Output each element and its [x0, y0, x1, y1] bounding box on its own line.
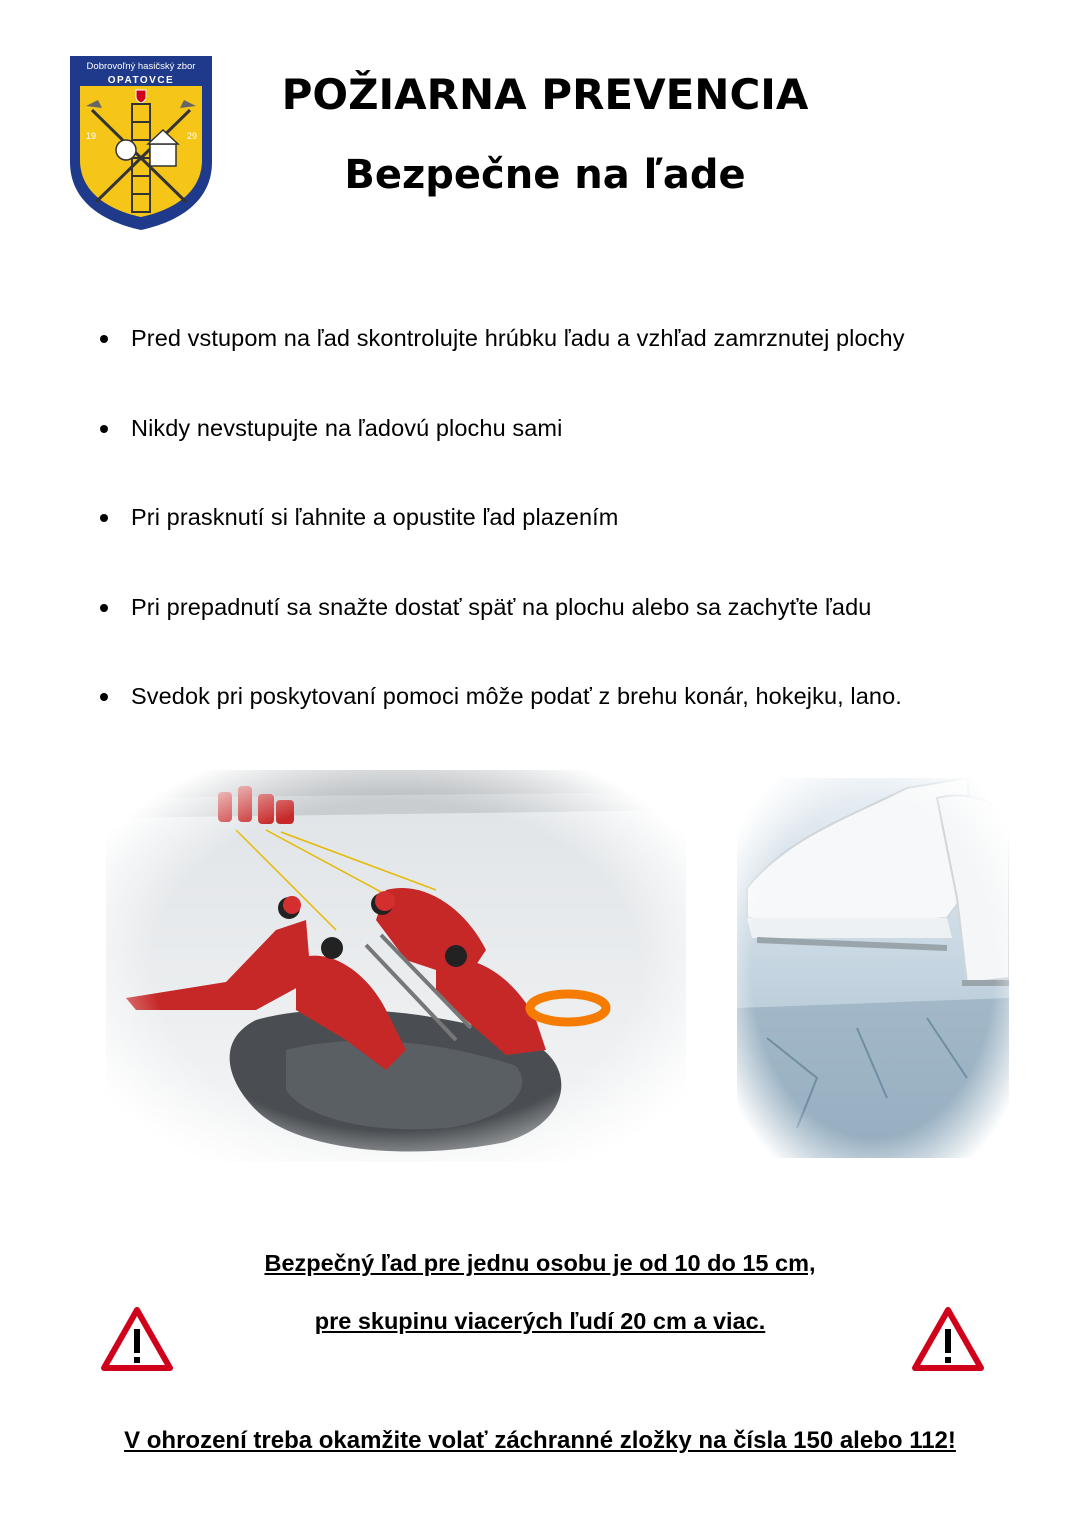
emergency-numbers: V ohrození treba okamžite volať záchranné zložky na čísla 150 alebo 112! [124, 1427, 956, 1454]
ice-thickness-single: Bezpečný ľad pre jednu osobu je od 10 do 15 cm, [264, 1250, 816, 1276]
warning-triangle-icon [912, 1307, 984, 1371]
list-item: Svedok pri poskytovaní pomoci môže podať z brehu konár, hokejku, lano. [100, 676, 1000, 766]
logo-year-left: 19 [86, 131, 97, 141]
list-item: Pri prepadnutí sa snažte dostať späť na plochu alebo sa zachyťte ľadu [100, 587, 1000, 677]
logo-town: OPATOVCE [107, 75, 175, 86]
ice-rescue-photo [106, 770, 686, 1162]
logo-org-line: Dobrovoľný hasičský zbor [86, 61, 196, 72]
warning-triangle-icon [101, 1307, 173, 1371]
ice-skates-photo [737, 778, 1009, 1158]
list-item: Nikdy nevstupujte na ľadovú plochu sami [100, 408, 1000, 498]
ice-thickness-group: pre skupinu viacerých ľudí 20 cm a viac. [314, 1308, 766, 1334]
logo-year-right: 29 [187, 131, 198, 141]
list-item: Pri prasknutí si ľahnite a opustite ľad plazením [100, 497, 1000, 587]
safety-tips-list [100, 318, 1000, 766]
fire-brigade-logo [66, 52, 216, 232]
page-subtitle: Bezpečne na ľade [344, 152, 746, 198]
list-item: Pred vstupom na ľad skontrolujte hrúbku ľadu a vzhľad zamrznutej plochy [100, 318, 1000, 408]
page-title: POŽIARNA PREVENCIA [281, 70, 809, 119]
